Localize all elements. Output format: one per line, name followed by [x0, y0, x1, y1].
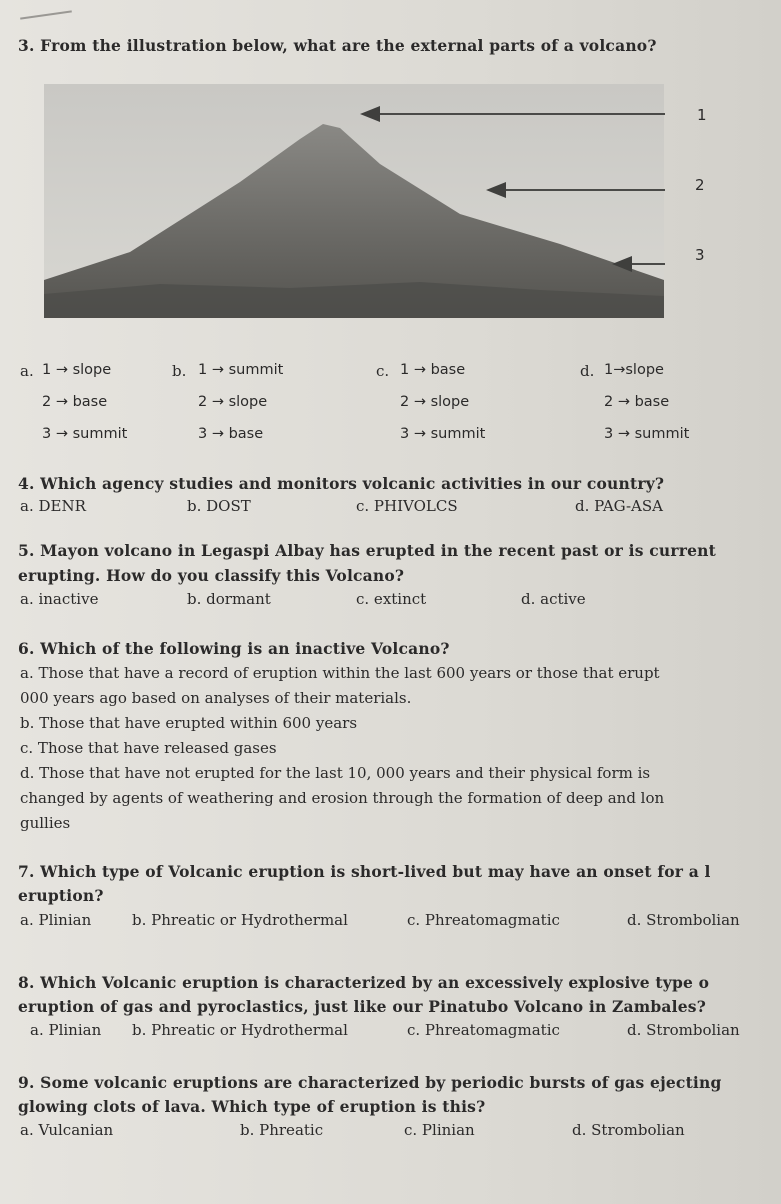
q3-option-d-3: 3 → summit — [604, 426, 690, 442]
question-7-line-2: eruption? — [18, 886, 104, 905]
q3-option-b-1: 1 → summit — [198, 362, 284, 378]
q3-option-c-1: 1 → base — [400, 362, 466, 378]
question-6: 6. Which of the following is an inactive Volcano? — [18, 639, 450, 658]
q3-option-c-2: 2 → slope — [400, 394, 470, 410]
q3-option-a-1: 1 → slope — [42, 362, 112, 378]
q6-option-a-line-2: 000 years ago based on analyses of their materials. — [20, 689, 412, 707]
question-3: 3. From the illustration below, what are the external parts of a volcano? — [18, 36, 657, 55]
q6-option-d-line-3: gullies — [20, 814, 71, 832]
q3-option-b-2: 2 → slope — [198, 394, 268, 410]
q3-option-c-3: 3 → summit — [400, 426, 486, 442]
question-8-line-1: 8. Which Volcanic eruption is characterized by an excessively explosive type o — [18, 973, 710, 992]
question-9-line-1: 9. Some volcanic eruptions are characterized by periodic bursts of gas ejecting — [18, 1073, 722, 1092]
q6-option-c: c. Those that have released gases — [20, 739, 277, 757]
q4-option-a: a. DENR — [20, 497, 86, 515]
q9-option-b: b. Phreatic — [240, 1121, 324, 1139]
q3-option-c-letter: c. — [376, 362, 390, 380]
q4-option-b: b. DOST — [187, 497, 251, 515]
q3-option-b-letter: b. — [172, 362, 187, 380]
q4-option-c: c. PHIVOLCS — [356, 497, 458, 515]
q5-option-a: a. inactive — [20, 590, 99, 608]
q4-option-d: d. PAG-ASA — [575, 497, 663, 515]
q8-option-b: b. Phreatic or Hydrothermal — [132, 1021, 348, 1039]
q6-option-d-line-2: changed by agents of weathering and erosion through the formation of deep and lon — [20, 789, 665, 807]
q3-option-a-letter: a. — [20, 362, 34, 380]
q8-option-c: c. Phreatomagmatic — [407, 1021, 560, 1039]
q3-option-d-letter: d. — [580, 362, 595, 380]
q5-option-b: b. dormant — [187, 590, 271, 608]
q5-option-d: d. active — [521, 590, 586, 608]
label-2: 2 — [695, 176, 705, 194]
question-5-line-1: 5. Mayon volcano in Legaspi Albay has erupted in the recent past or is current — [18, 541, 716, 560]
q7-option-c: c. Phreatomagmatic — [407, 911, 560, 929]
question-5-line-2: erupting. How do you classify this Volcano? — [18, 566, 405, 585]
q9-option-d: d. Strombolian — [572, 1121, 685, 1139]
q3-option-d-1: 1→slope — [604, 362, 664, 378]
q8-option-a: a. Plinian — [30, 1021, 102, 1039]
q9-option-c: c. Plinian — [404, 1121, 475, 1139]
q7-option-a: a. Plinian — [20, 911, 92, 929]
q3-option-a-3: 3 → summit — [42, 426, 128, 442]
question-4: 4. Which agency studies and monitors volcanic activities in our country? — [18, 474, 665, 493]
q3-option-b-3: 3 → base — [198, 426, 264, 442]
question-7-line-1: 7. Which type of Volcanic eruption is short-lived but may have an onset for a l — [18, 862, 711, 881]
q5-option-c: c. extinct — [356, 590, 427, 608]
question-9-line-2: glowing clots of lava. Which type of eruption is this? — [18, 1097, 486, 1116]
label-3: 3 — [695, 246, 705, 264]
q3-option-a-2: 2 → base — [42, 394, 108, 410]
q9-option-a: a. Vulcanian — [20, 1121, 114, 1139]
q6-option-a-line-1: a. Those that have a record of eruption within the last 600 years or those that erupt — [20, 664, 660, 682]
q3-option-d-2: 2 → base — [604, 394, 670, 410]
volcano-illustration — [40, 84, 720, 324]
question-8-line-2: eruption of gas and pyroclastics, just like our Pinatubo Volcano in Zambales? — [18, 997, 707, 1016]
q7-option-b: b. Phreatic or Hydrothermal — [132, 911, 348, 929]
q8-option-d: d. Strombolian — [627, 1021, 740, 1039]
q7-option-d: d. Strombolian — [627, 911, 740, 929]
label-1: 1 — [697, 106, 707, 124]
q6-option-d-line-1: d. Those that have not erupted for the last 10, 000 years and their physical form is — [20, 764, 651, 782]
q6-option-b: b. Those that have erupted within 600 years — [20, 714, 358, 732]
